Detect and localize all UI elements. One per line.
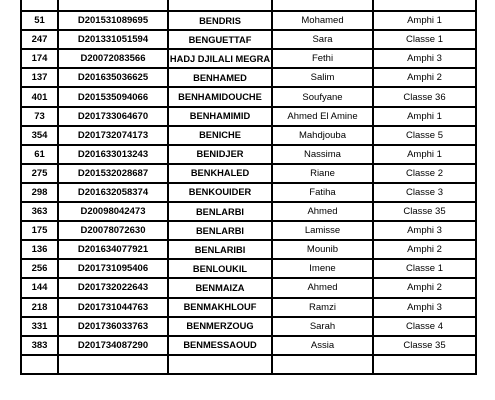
first-name-cell: Mahdjouba xyxy=(272,126,373,145)
student-id-cell: D201731044763 xyxy=(58,298,168,317)
room-cell: Classe 4 xyxy=(373,317,476,336)
room-cell: Classe 1 xyxy=(373,259,476,278)
room-cell: Classe 3 xyxy=(373,183,476,202)
room-cell xyxy=(373,0,476,11)
last-name-cell xyxy=(168,355,272,374)
student-id-cell: D201731095406 xyxy=(58,259,168,278)
room-cell: Amphi 1 xyxy=(373,145,476,164)
row-number-cell: 73 xyxy=(21,107,58,126)
room-cell: Classe 35 xyxy=(373,336,476,355)
row-number-cell: 144 xyxy=(21,278,58,297)
last-name-cell: BENGUETTAF xyxy=(168,30,272,49)
student-id-cell: D201635036625 xyxy=(58,68,168,87)
table-row xyxy=(21,49,476,68)
last-name-cell: BENMESSAOUD xyxy=(168,336,272,355)
row-number-cell: 137 xyxy=(21,68,58,87)
room-cell: Classe 5 xyxy=(373,126,476,145)
first-name-cell xyxy=(272,0,373,11)
student-id-cell: D201535094066 xyxy=(58,87,168,106)
room-cell xyxy=(373,355,476,374)
student-list-body xyxy=(21,0,476,374)
student-id-cell: D201531089695 xyxy=(58,11,168,30)
student-id-cell: D20098042473 xyxy=(58,202,168,221)
room-cell: Amphi 1 xyxy=(373,107,476,126)
last-name-cell: BENMAKHLOUF xyxy=(168,298,272,317)
first-name-cell: Ahmed xyxy=(272,202,373,221)
table-row xyxy=(21,202,476,221)
first-name-cell xyxy=(272,355,373,374)
room-cell: Classe 35 xyxy=(373,202,476,221)
room-cell: Amphi 1 xyxy=(373,11,476,30)
room-cell: Amphi 2 xyxy=(373,240,476,259)
first-name-cell: Ahmed El Amine xyxy=(272,107,373,126)
table-row xyxy=(21,87,476,106)
last-name-cell xyxy=(168,0,272,11)
last-name-cell: BENHAMIMID xyxy=(168,107,272,126)
row-number-cell: 298 xyxy=(21,183,58,202)
student-id-cell: D201734087290 xyxy=(58,336,168,355)
table-row xyxy=(21,336,476,355)
first-name-cell: Fatiha xyxy=(272,183,373,202)
first-name-cell: Ramzi xyxy=(272,298,373,317)
table-row xyxy=(21,259,476,278)
last-name-cell: BENDRIS xyxy=(168,11,272,30)
table-row xyxy=(21,221,476,240)
first-name-cell: Assia xyxy=(272,336,373,355)
last-name-cell: BENMAIZA xyxy=(168,278,272,297)
table-row xyxy=(21,0,476,11)
table-row xyxy=(21,183,476,202)
table-row xyxy=(21,164,476,183)
last-name-cell: BENMERZOUG xyxy=(168,317,272,336)
first-name-cell: Sara xyxy=(272,30,373,49)
last-name-cell: BENHAMIDOUCHE xyxy=(168,87,272,106)
student-id-cell: D201634077921 xyxy=(58,240,168,259)
table-row xyxy=(21,68,476,87)
room-cell: Amphi 3 xyxy=(373,49,476,68)
student-id-cell: D201736033763 xyxy=(58,317,168,336)
last-name-cell: BENLARIBI xyxy=(168,240,272,259)
row-number-cell xyxy=(21,355,58,374)
row-number-cell: 354 xyxy=(21,126,58,145)
first-name-cell: Riane xyxy=(272,164,373,183)
row-number-cell: 401 xyxy=(21,87,58,106)
row-number-cell: 175 xyxy=(21,221,58,240)
row-number-cell xyxy=(21,0,58,11)
room-cell: Classe 36 xyxy=(373,87,476,106)
last-name-cell: BENLARBI xyxy=(168,202,272,221)
first-name-cell: Imene xyxy=(272,259,373,278)
row-number-cell: 218 xyxy=(21,298,58,317)
first-name-cell: Mounib xyxy=(272,240,373,259)
room-cell: Amphi 3 xyxy=(373,298,476,317)
first-name-cell: Sarah xyxy=(272,317,373,336)
student-id-cell: D20072083566 xyxy=(58,49,168,68)
last-name-cell: HADJ DJILALI MEGRA xyxy=(168,49,272,68)
row-number-cell: 247 xyxy=(21,30,58,49)
table-row xyxy=(21,126,476,145)
student-list-table xyxy=(20,0,477,375)
student-id-cell: D201732022643 xyxy=(58,278,168,297)
room-cell: Amphi 2 xyxy=(373,68,476,87)
room-cell: Amphi 2 xyxy=(373,278,476,297)
room-cell: Classe 2 xyxy=(373,164,476,183)
row-number-cell: 331 xyxy=(21,317,58,336)
table-row xyxy=(21,317,476,336)
row-number-cell: 61 xyxy=(21,145,58,164)
first-name-cell: Soufyane xyxy=(272,87,373,106)
last-name-cell: BENICHE xyxy=(168,126,272,145)
first-name-cell: Salim xyxy=(272,68,373,87)
row-number-cell: 51 xyxy=(21,11,58,30)
table-row xyxy=(21,355,476,374)
table-row xyxy=(21,11,476,30)
row-number-cell: 383 xyxy=(21,336,58,355)
table-row xyxy=(21,240,476,259)
row-number-cell: 136 xyxy=(21,240,58,259)
first-name-cell: Lamisse xyxy=(272,221,373,240)
student-id-cell xyxy=(58,355,168,374)
table-row xyxy=(21,30,476,49)
room-cell: Amphi 3 xyxy=(373,221,476,240)
student-id-cell: D201532028687 xyxy=(58,164,168,183)
student-id-cell xyxy=(58,0,168,11)
student-id-cell: D201732074173 xyxy=(58,126,168,145)
last-name-cell: BENHAMED xyxy=(168,68,272,87)
last-name-cell: BENKHALED xyxy=(168,164,272,183)
student-id-cell: D201733064670 xyxy=(58,107,168,126)
last-name-cell: BENIDJER xyxy=(168,145,272,164)
row-number-cell: 256 xyxy=(21,259,58,278)
table-row xyxy=(21,298,476,317)
table-row xyxy=(21,107,476,126)
room-cell: Classe 1 xyxy=(373,30,476,49)
row-number-cell: 363 xyxy=(21,202,58,221)
student-id-cell: D201632058374 xyxy=(58,183,168,202)
table-row xyxy=(21,145,476,164)
row-number-cell: 174 xyxy=(21,49,58,68)
first-name-cell: Mohamed xyxy=(272,11,373,30)
table-row xyxy=(21,278,476,297)
first-name-cell: Nassima xyxy=(272,145,373,164)
last-name-cell: BENLARBI xyxy=(168,221,272,240)
student-id-cell: D20078072630 xyxy=(58,221,168,240)
student-id-cell: D201633013243 xyxy=(58,145,168,164)
row-number-cell: 275 xyxy=(21,164,58,183)
last-name-cell: BENLOUKIL xyxy=(168,259,272,278)
first-name-cell: Ahmed xyxy=(272,278,373,297)
first-name-cell: Fethi xyxy=(272,49,373,68)
student-id-cell: D201331051594 xyxy=(58,30,168,49)
last-name-cell: BENKOUIDER xyxy=(168,183,272,202)
